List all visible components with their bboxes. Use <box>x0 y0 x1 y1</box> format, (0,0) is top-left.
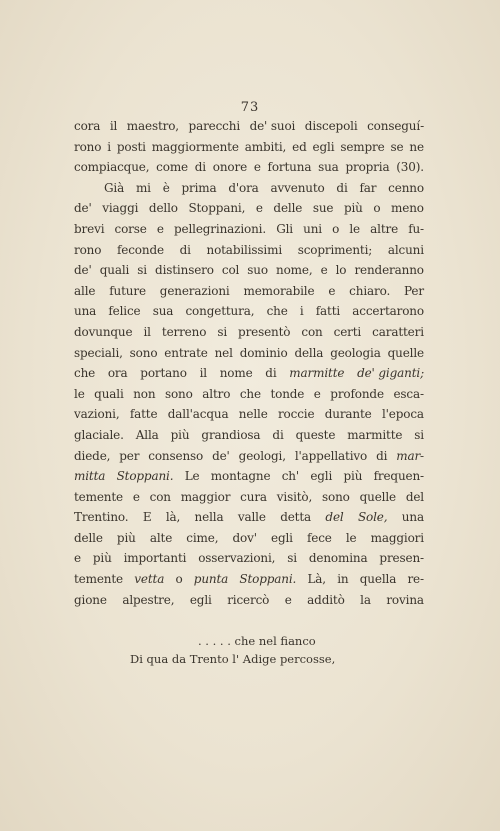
text-line-5: de' viaggi dello Stoppani, e delle sue più o meno <box>74 201 424 216</box>
body-text <box>74 116 424 610</box>
book-page: 73 cora il maestro, parecchi de' suoi discepoli conseguí- rono i posti maggiormente ambiti, ed egli sempre se ne compiacque, come di onore e fortuna sua propria (30). Già mi è prima d'ora avvenuto di far cenno de' viaggi dello Stoppani, e delle sue più o meno brevi corse e pellegrinazioni. Gli uni o le altre fu- rono feconde di notabilissimi scoprimenti; alcuni de' quali si distinsero col suo nome, e lo renderanno alle future generazioni memorabile e chiaro. Per una felice sua congettura, che i fatti accertarono dovunque il terreno si presentò con certi caratteri speciali, sono entrate nel dominio della geologia quelle che ora portano il nome di marmitte de' giganti; le quali non sono altro che tonde e profonde esca- vazioni, fatte dall'acqua nelle roccie durante l'epoca glaciale. Alla più grandiosa di queste marmitte si diede, per consenso de' geologi, l'appellativo di mar- mitta Stoppani. Le montagne ch' egli più frequen- temente e con maggior cura visitò, sono quelle del Trentino. E là, nella valle detta del Sole, una delle più alte cime, dov' egli fece le maggiori e più importanti osservazioni, si denomina presen- temente vetta o punta Stoppani. Là, in quella re- gione alpestre, egli ricercò e additò la rovina . . . . . che nel fianco Di qua da Trento l' Adige percosse, <box>0 0 500 831</box>
text-line-3: compiacque, come di onore e fortuna sua propria (30). <box>74 160 424 175</box>
text-line-21: delle più alte cime, dov' egli fece le maggiori <box>74 530 424 545</box>
text-line-16: glaciale. Alla più grandiosa di queste marmitte si <box>74 427 424 442</box>
text-line-9: alle future generazioni memorabile e chiaro. Per <box>74 283 424 298</box>
text-line-6: brevi corse e pellegrinazioni. Gli uni o le altre fu- <box>74 221 424 236</box>
text-line-1: cora il maestro, parecchi de' suoi discepoli conseguí- <box>74 119 424 133</box>
text-line-17: diede, per consenso de' geologi, l'appellativo di mar- <box>74 448 424 463</box>
text-line-18: mitta Stoppani. Le montagne ch' egli più frequen- <box>74 469 424 484</box>
page-number: 73 <box>240 100 260 115</box>
text-line-7: rono feconde di notabilissimi scoprimenti; alcuni <box>74 242 424 257</box>
text-line-10: una felice sua congettura, che i fatti accertarono <box>74 304 424 319</box>
text-line-15: vazioni, fatte dall'acqua nelle roccie durante l'epoca <box>74 407 424 422</box>
text-line-23: temente vetta o punta Stoppani. Là, in quella re- <box>74 572 424 587</box>
text-line-22: e più importanti osservazioni, si denomina presen- <box>74 551 424 566</box>
text-line-24: gione alpestre, egli ricercò e additò la rovina <box>74 592 424 607</box>
text-line-11: dovunque il terreno si presentò con certi caratteri <box>74 324 424 339</box>
text-line-20: Trentino. E là, nella valle detta del Sole, una <box>74 510 424 525</box>
text-line-4: Già mi è prima d'ora avvenuto di far cenno <box>104 180 424 195</box>
text-line-13: che ora portano il nome di marmitte de' giganti; <box>74 366 424 381</box>
text-line-12: speciali, sono entrate nel dominio della geologia quelle <box>74 345 424 360</box>
text-line-8: de' quali si distinsero col suo nome, e lo renderanno <box>74 263 424 278</box>
text-line-19: temente e con maggior cura visitò, sono quelle del <box>74 489 424 504</box>
text-line-2: rono i posti maggiormente ambiti, ed egli sempre se ne <box>74 139 424 154</box>
text-line-14: le quali non sono altro che tonde e profonde esca- <box>74 386 424 401</box>
